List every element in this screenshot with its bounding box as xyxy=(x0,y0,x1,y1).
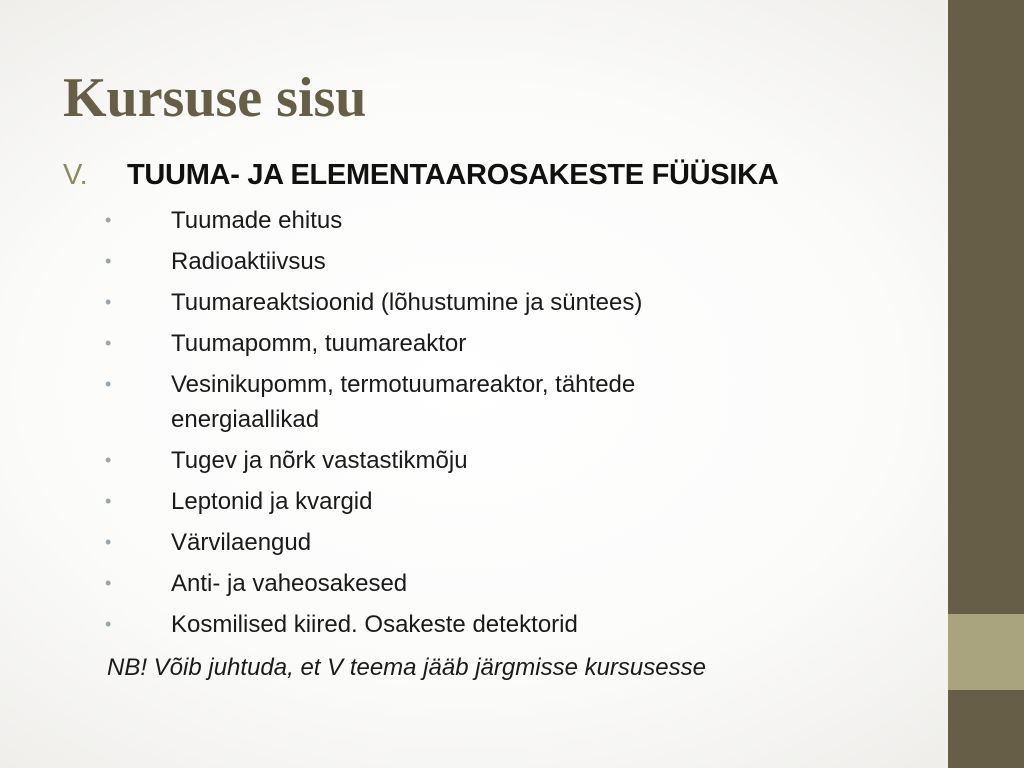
section-number: V. xyxy=(63,159,88,191)
bullet-icon: • xyxy=(105,374,112,394)
list-item xyxy=(0,525,940,560)
footnote: NB! Võib juhtuda, et V teema jääb järgmisse kursusesse xyxy=(107,654,706,681)
bullet-icon: • xyxy=(105,450,112,470)
list-item xyxy=(0,484,940,519)
list-item xyxy=(0,203,940,238)
topic-text: Tuumapomm, tuumareaktor xyxy=(171,330,467,357)
topic-text: Tuumade ehitus xyxy=(171,207,343,234)
topic-text: Tuumareaktsioonid (lõhustumine ja süntees) xyxy=(171,289,643,316)
list-item xyxy=(0,566,940,601)
list-item xyxy=(0,285,940,320)
bullet-icon: • xyxy=(105,292,112,312)
list-item xyxy=(0,326,940,361)
topic-text: Anti- ja vaheosakesed xyxy=(171,570,408,597)
topic-list xyxy=(0,203,940,648)
topic-text: Tugev ja nõrk vastastikmõju xyxy=(171,447,468,474)
bullet-icon: • xyxy=(105,210,112,230)
section-title: TUUMA- JA ELEMENTAAROSAKESTE FÜÜSIKA xyxy=(127,159,779,191)
bullet-icon: • xyxy=(105,614,112,634)
list-item xyxy=(0,443,940,478)
topic-text: Kosmilised kiired. Osakeste detektorid xyxy=(171,611,578,638)
slide-title: Kursuse sisu xyxy=(63,67,367,129)
bullet-icon: • xyxy=(105,333,112,353)
bullet-icon: • xyxy=(105,573,112,593)
side-accent-block xyxy=(948,614,1024,690)
topic-text: Leptonid ja kvargid xyxy=(171,488,373,515)
topic-text: Radioaktiivsus xyxy=(171,248,326,275)
list-item xyxy=(0,607,940,642)
list-item xyxy=(0,367,940,437)
bullet-icon: • xyxy=(105,532,112,552)
topic-text: Värvilaengud xyxy=(171,529,312,556)
bullet-icon: • xyxy=(105,491,112,511)
list-item xyxy=(0,244,940,279)
topic-text: Vesinikupomm, termotuumareaktor, tähtede energiaallikad xyxy=(171,371,636,433)
bullet-icon: • xyxy=(105,251,112,271)
